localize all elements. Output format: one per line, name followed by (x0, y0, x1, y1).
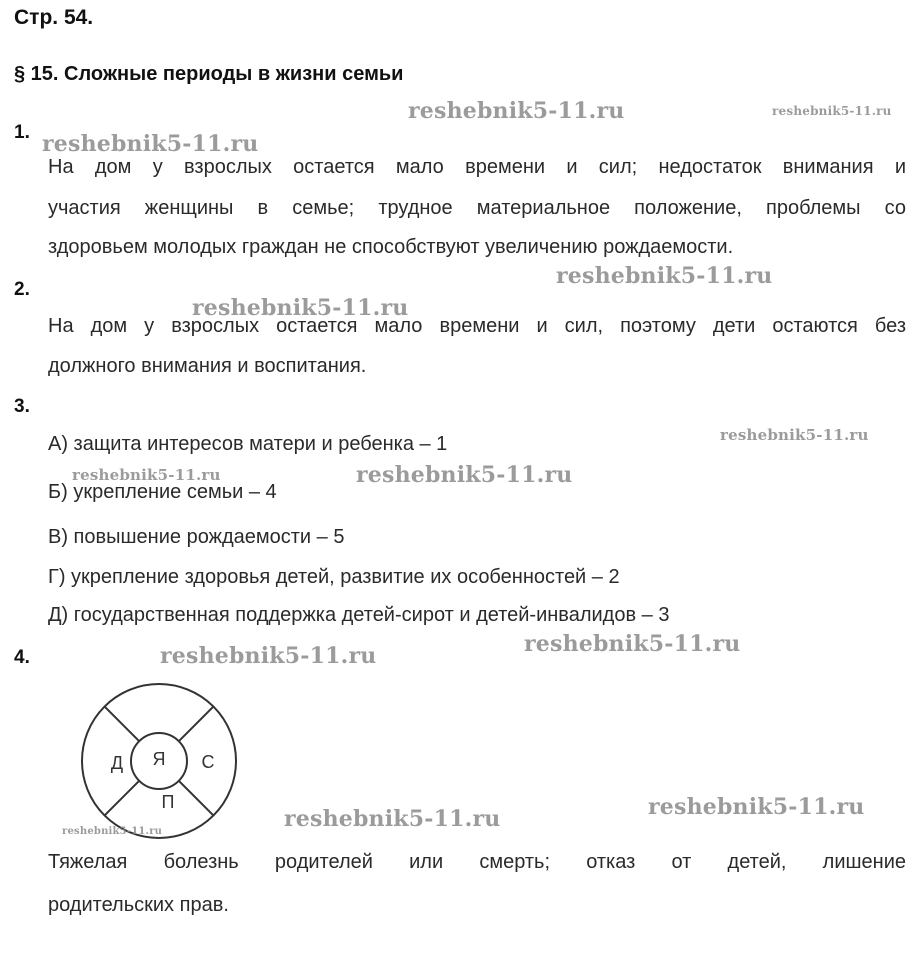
watermark-text: reshebnik5-11.ru (160, 643, 377, 669)
question-1-line-2: участия женщины в семье; трудное материальное положение, проблемы со (48, 197, 906, 219)
family-circle-diagram (70, 671, 250, 851)
watermark-text: reshebnik5-11.ru (284, 806, 501, 832)
divider-top-left (105, 707, 140, 742)
divider-bottom-right (179, 781, 214, 816)
question-1-number: 1. (14, 122, 30, 143)
question-3-item-v: В) повышение рождаемости – 5 (48, 526, 345, 548)
divider-top-right (179, 707, 214, 742)
watermark-text: reshebnik5-11.ru (192, 295, 409, 321)
question-4-number: 4. (14, 647, 30, 668)
watermark-text: reshebnik5-11.ru (648, 794, 865, 820)
watermark-text: reshebnik5-11.ru (356, 462, 573, 488)
watermark-text: reshebnik5-11.ru (42, 131, 259, 157)
question-1-line-1: На дом у взрослых остается мало времени и сил; недостаток внимания и (48, 156, 906, 178)
watermark-text: reshebnik5-11.ru (408, 98, 625, 124)
section-title: § 15. Сложные периоды в жизни семьи (14, 63, 404, 85)
watermark-text: reshebnik5-11.ru (556, 263, 773, 289)
diagram-label-left: Д (110, 753, 124, 773)
watermark-text: reshebnik5-11.ru (62, 826, 163, 837)
question-2-line-2: должного внимания и воспитания. (48, 355, 367, 377)
question-3-item-a: А) защита интересов матери и ребенка – 1 (48, 433, 448, 455)
question-2-number: 2. (14, 279, 30, 300)
question-3-number: 3. (14, 396, 30, 417)
watermark-text: reshebnik5-11.ru (524, 631, 741, 657)
diagram-label-right: С (201, 752, 215, 772)
divider-bottom-left (105, 781, 140, 816)
page-reference: Стр. 54. (14, 6, 94, 29)
question-3-item-b: Б) укрепление семьи – 4 (48, 481, 277, 503)
watermark-text: reshebnik5-11.ru (72, 466, 221, 484)
diagram-label-bottom: П (161, 792, 175, 812)
question-1-line-3: здоровьем молодых граждан не способствуют увеличению рождаемости. (48, 236, 734, 258)
diagram-label-center: Я (152, 749, 166, 769)
question-2-line-1: На дом у взрослых остается мало времени и сил, поэтому дети остаются без (48, 315, 906, 337)
question-4-line-1: Тяжелая болезнь родителей или смерть; отказ от детей, лишение (48, 851, 906, 873)
question-3-item-d: Д) государственная поддержка детей-сирот и детей-инвалидов – 3 (48, 604, 670, 626)
question-4-line-2: родительских прав. (48, 894, 229, 916)
watermark-text: reshebnik5-11.ru (720, 426, 869, 444)
question-3-item-g: Г) укрепление здоровья детей, развитие их особенностей – 2 (48, 566, 620, 588)
watermark-text: reshebnik5-11.ru (772, 104, 892, 118)
